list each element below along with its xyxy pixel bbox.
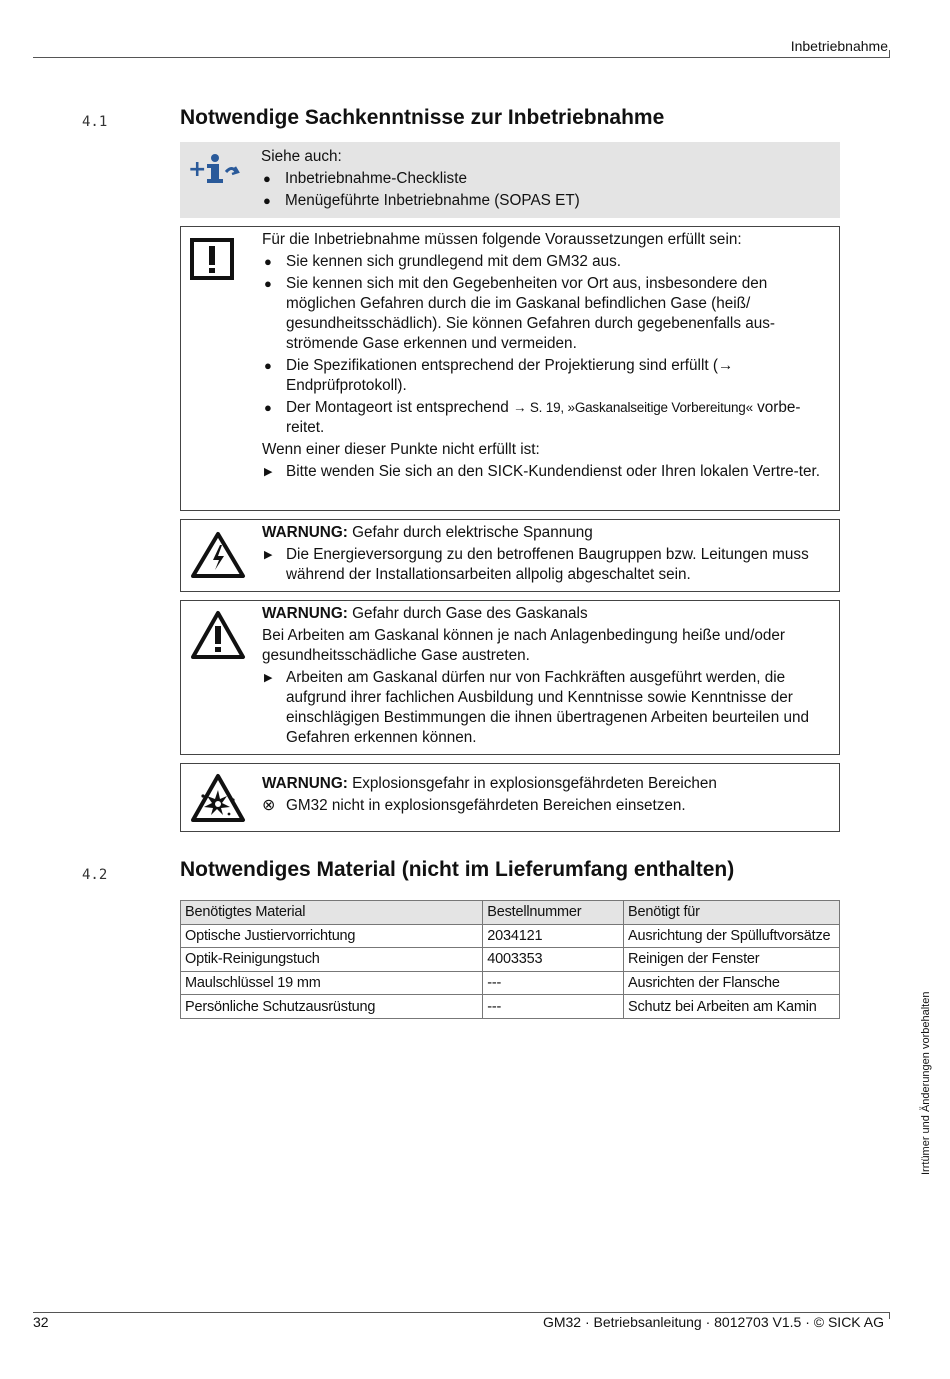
column-header: Bestellnummer: [483, 901, 624, 925]
info-lead: Siehe auch:: [261, 148, 342, 165]
material-cell: Optik-Reinigungstuch: [181, 948, 483, 972]
electric-hazard-icon: [189, 530, 247, 585]
prereq-action: ▶ Bitte wenden Sie sich an den SICK-Kundendienst oder Ihren lokalen Vertre-ter.: [262, 462, 833, 482]
order-number-cell: ---: [483, 995, 624, 1019]
section-title: Notwendiges Material (nicht im Lieferumfang enthalten): [180, 858, 735, 881]
prereq-item: ● Sie kennen sich grundlegend mit dem GM32 aus.: [262, 252, 833, 272]
warning-label: WARNUNG:: [262, 524, 348, 541]
warning-heading: [262, 774, 833, 794]
info-link-sopas[interactable]: ● Menügeführte Inbetriebnahme (SOPAS ET): [261, 191, 834, 211]
column-header: Benötigtes Material: [181, 901, 483, 925]
purpose-cell: Schutz bei Arbeiten am Kamin: [624, 995, 840, 1019]
prerequisites-box: [180, 226, 840, 511]
prereq-item: [262, 398, 833, 438]
header-tick: [889, 50, 890, 57]
info-see-also-icon: [188, 152, 242, 191]
running-header: Inbetriebnahme: [790, 38, 888, 54]
footer-tick: [889, 1312, 890, 1319]
purpose-cell: Ausrichten der Flansche: [624, 971, 840, 995]
prereq-item-tail: vorbe-reitet.: [286, 399, 801, 436]
order-number-cell: ---: [483, 971, 624, 995]
table-header-row: [181, 901, 840, 925]
prereq-lead: Für die Inbetriebnahme müssen folgende Voraussetzungen erfüllt sein:: [262, 231, 742, 248]
purpose-cell: Reinigen der Fenster: [624, 948, 840, 972]
material-cell: Maulschlüssel 19 mm: [181, 971, 483, 995]
table-row: [181, 924, 840, 948]
order-number-cell: 2034121: [483, 924, 624, 948]
order-number-cell: 4003353: [483, 948, 624, 972]
purpose-cell: Ausrichtung der Spülluftvorsätze: [624, 924, 840, 948]
material-cell: Optische Justiervorrichtung: [181, 924, 483, 948]
warning-gas-box: [180, 600, 840, 755]
column-header: Benötigt für: [624, 901, 840, 925]
warning-text: Bei Arbeiten am Gaskanal können je nach Anlagenbedingung heiße und/oder gesundheitsschädliche Gase austreten.: [262, 627, 786, 664]
header-rule: [33, 57, 890, 58]
table-row: [181, 948, 840, 972]
warning-label: WARNUNG:: [262, 605, 348, 622]
general-warning-icon: [189, 609, 247, 666]
info-box: [180, 142, 840, 218]
important-note-icon: [189, 237, 235, 286]
material-cell: Persönliche Schutzausrüstung: [181, 995, 483, 1019]
warning-action: ▶ Die Energieversorgung zu den betroffenen Baugruppen bzw. Leitungen muss während der Installationsarbeiten allpolig abgeschaltet sein.: [262, 545, 833, 585]
material-table: [180, 900, 840, 1019]
warning-heading: [262, 523, 833, 543]
warning-electric-box: [180, 519, 840, 592]
prereq-item: ● Die Spezifikationen entsprechend der Projektierung sind erfüllt (→ Endprüfprotokoll).: [262, 356, 833, 396]
explosion-hazard-icon: [189, 772, 247, 829]
warning-heading: [262, 604, 833, 624]
section-title: Notwendige Sachkenntnisse zur Inbetriebnahme: [180, 106, 665, 129]
warning-title: Gefahr durch elektrische Spannung: [347, 524, 593, 541]
warning-label: WARNUNG:: [262, 775, 348, 792]
section-number: 4.2: [82, 867, 108, 883]
side-disclaimer: Irrtümer und Änderungen vorbehalten: [920, 991, 932, 1175]
section-number: 4.1: [82, 114, 108, 130]
warning-title: Gefahr durch Gase des Gaskanals: [347, 605, 588, 622]
prereq-condition: Wenn einer dieser Punkte nicht erfüllt ist:: [262, 441, 540, 458]
footer-rule: [33, 1312, 890, 1313]
page-reference-link[interactable]: → S. 19, »Gaskanalseitige Vorbereitung«: [513, 400, 753, 415]
table-row: [181, 971, 840, 995]
svg-text:+: +: [188, 157, 207, 182]
prereq-item-text: Der Montageort ist entsprechend: [286, 399, 514, 416]
table-row: [181, 995, 840, 1019]
warning-title: Explosionsgefahr in explosionsgefährdeten Bereichen: [347, 775, 717, 792]
warning-action: ▶ Arbeiten am Gaskanal dürfen nur von Fachkräften ausgeführt werden, die aufgrund ihrer fachlichen Ausbildung und Kenntnisse sowie Kenntnisse der einschlägigen Bestimmungen die ihnen übertragenen Arbeiten beurteilen und Gefahren erkennen können.: [262, 668, 833, 748]
info-link-checklist[interactable]: ● Inbetriebnahme-Checkliste: [261, 169, 834, 189]
footer-doc-info: GM32 · Betriebsanleitung · 8012703 V1.5 · © SICK AG: [542, 1314, 884, 1330]
warning-prohibition: ⊗ GM32 nicht in explosionsgefährdeten Bereichen einsetzen.: [262, 796, 833, 816]
warning-explosion-box: [180, 763, 840, 832]
page-number: 32: [33, 1314, 49, 1330]
prereq-item: ● Sie kennen sich mit den Gegebenheiten vor Ort aus, insbesondere den möglichen Gefahren durch die im Gaskanal befindlichen Gase (heiß/ gesundheitsschädlich). Sie können Gefahren durch gegebenenfalls aus-strömende Gase erkennen und vermeiden.: [262, 274, 833, 354]
